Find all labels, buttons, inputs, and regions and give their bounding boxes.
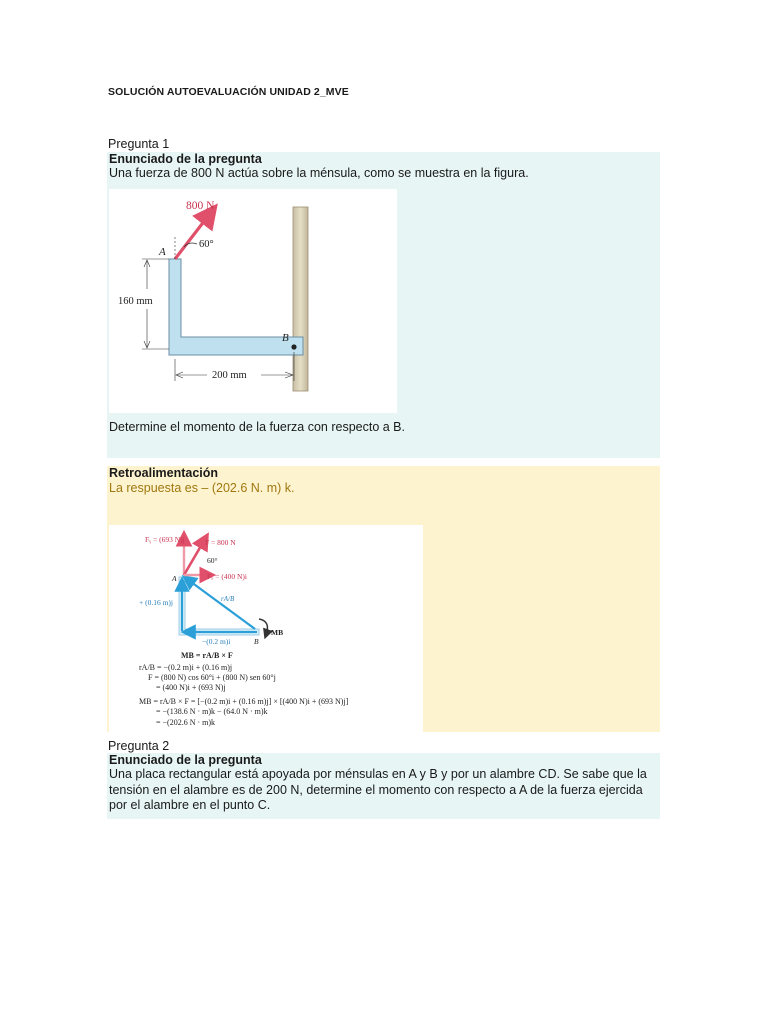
question-2-statement: Una placa rectangular está apoyada por ménsulas en A y B y por un alambre CD. Se sabe que la tensión en el alambre es de 200 N, determine el momento con respecto a A de la fuerza ejercida por el alambre en el punto C. (109, 767, 647, 812)
vertical-component-label: + (0.16 m)j (139, 598, 174, 607)
equation-line: MB = rA/B × F = [−(0.2 m)i + (0.16 m)j] × [(400 N)i + (693 N)j] (139, 697, 349, 706)
equation-line: MB = rA/B × F (181, 651, 233, 660)
f-label: F = 800 N (205, 538, 236, 547)
point-a-label: A (159, 246, 166, 258)
feedback-answer: La respuesta es – (202.6 N. m) k. (109, 481, 295, 495)
moment-label: MB (271, 628, 284, 637)
angle-label-2: 60° (207, 556, 218, 565)
fx-label: Fₓ = (400 N)i (207, 572, 247, 581)
question-1-heading: Enunciado de la pregunta (109, 152, 262, 166)
pin-b (291, 344, 296, 349)
rab-label: rA/B (221, 595, 235, 603)
equation-line: = (400 N)i + (693 N)j (156, 683, 226, 692)
point-b-label-2: B (254, 637, 259, 646)
force-arrow (175, 211, 212, 259)
question-2-heading: Enunciado de la pregunta (109, 753, 262, 767)
document-title: SOLUCIÓN AUTOEVALUACIÓN UNIDAD 2_MVE (108, 86, 349, 98)
height-label: 160 mm (118, 296, 153, 307)
point-b-label: B (282, 332, 289, 344)
fy-label: Fᵧ = (693 N)j (145, 535, 185, 544)
equation-line: rA/B = −(0.2 m)i + (0.16 m)j (139, 663, 233, 672)
equation-line: = −(202.6 N · m)k (156, 718, 216, 727)
bracket-figure (109, 189, 397, 413)
question-2-box (107, 753, 660, 819)
width-label: 200 mm (212, 370, 247, 381)
angle-label: 60° (199, 239, 214, 250)
horizontal-component-label: −(0.2 m)i (202, 637, 231, 646)
equation-line: F = (800 N) cos 60°i + (800 N) sen 60°j (148, 673, 276, 682)
force-label: 800 N (186, 200, 215, 212)
point-a-label-2: A (172, 574, 177, 583)
equation-line: = −(138.6 N · m)k − (64.0 N · m)k (156, 707, 268, 716)
question-1-question: Determine el momento de la fuerza con respecto a B. (109, 420, 405, 434)
feedback-heading: Retroalimentación (109, 466, 219, 480)
question-2-label: Pregunta 2 (108, 739, 170, 753)
solution-figure (109, 525, 423, 732)
question-1-statement: Una fuerza de 800 N actúa sobre la ménsula, como se muestra en la figura. (109, 166, 529, 180)
question-1-label: Pregunta 1 (108, 137, 170, 151)
wall (293, 207, 308, 391)
